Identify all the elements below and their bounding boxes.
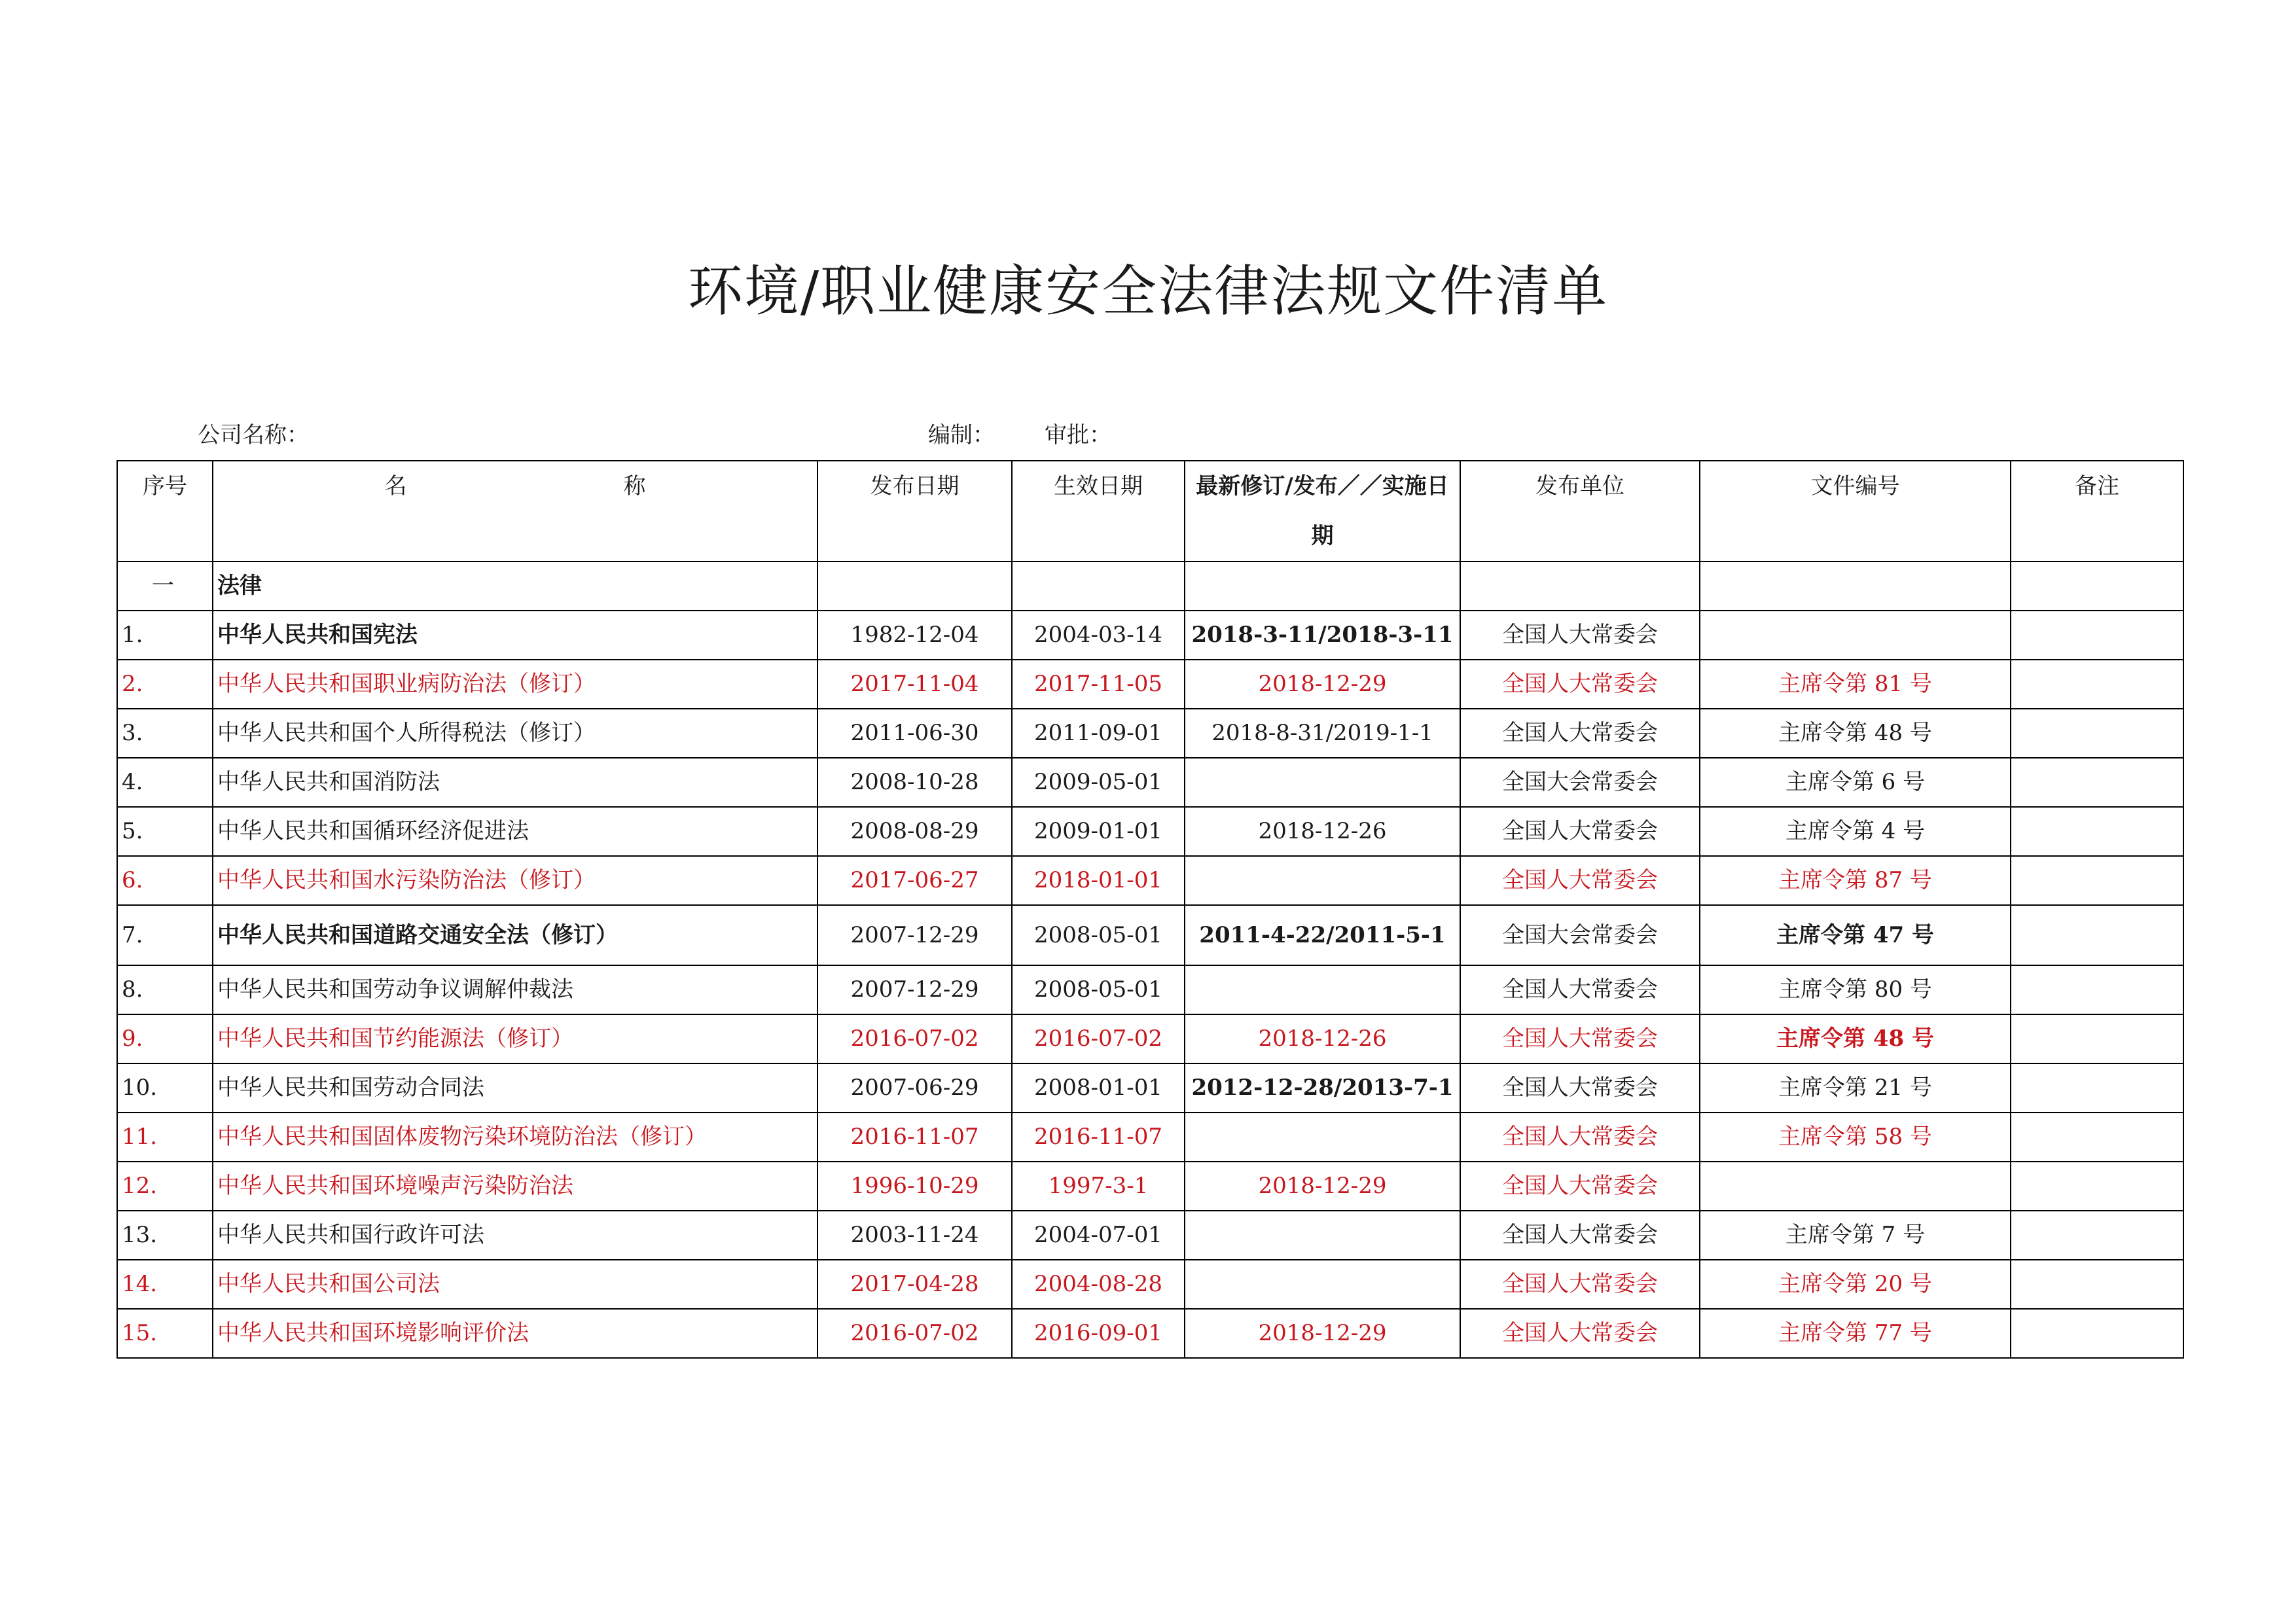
table-row	[117, 1211, 2183, 1260]
row-issuer: 全国人大常委会	[1460, 807, 1700, 856]
row-issuer: 全国人大常委会	[1460, 1162, 1700, 1211]
row-doc-number: 主席令第 48 号	[1700, 1014, 2011, 1063]
row-issuer: 全国人大常委会	[1460, 965, 1700, 1014]
section-index: 一	[117, 562, 213, 611]
row-issuer: 全国大会常委会	[1460, 758, 1700, 807]
table-row	[117, 1309, 2183, 1358]
row-name: 中华人民共和国劳动合同法	[213, 1063, 817, 1113]
header-latest-revision: 最新修订/发布／／实施日期	[1185, 461, 1460, 562]
row-publish-date: 1982-12-04	[817, 611, 1012, 660]
header-name-char-1: 名	[384, 473, 407, 499]
row-remarks	[2011, 660, 2183, 709]
row-doc-number	[1700, 611, 2011, 660]
row-remarks	[2011, 807, 2183, 856]
row-index: 4.	[117, 758, 213, 807]
row-publish-date: 2008-10-28	[817, 758, 1012, 807]
row-doc-number: 主席令第 87 号	[1700, 856, 2011, 905]
row-revision-date: 2018-8-31/2019-1-1	[1185, 709, 1460, 758]
row-issuer: 全国人大常委会	[1460, 611, 1700, 660]
header-doc-number: 文件编号	[1700, 461, 2011, 562]
row-index: 14.	[117, 1260, 213, 1309]
row-name: 中华人民共和国宪法	[213, 611, 817, 660]
row-name: 中华人民共和国个人所得税法（修订）	[213, 709, 817, 758]
row-index: 11.	[117, 1113, 213, 1162]
row-remarks	[2011, 611, 2183, 660]
row-revision-date	[1185, 1211, 1460, 1260]
editor-label: 编制：	[928, 422, 995, 448]
row-doc-number: 主席令第 7 号	[1700, 1211, 2011, 1260]
header-issuer: 发布单位	[1460, 461, 1700, 562]
row-issuer: 全国人大常委会	[1460, 856, 1700, 905]
section-name: 法律	[213, 562, 817, 611]
row-name: 中华人民共和国消防法	[213, 758, 817, 807]
row-issuer: 全国人大常委会	[1460, 1113, 1700, 1162]
row-publish-date: 1996-10-29	[817, 1162, 1012, 1211]
table-row	[117, 807, 2183, 856]
row-index: 15.	[117, 1309, 213, 1358]
row-doc-number: 主席令第 4 号	[1700, 807, 2011, 856]
section-cell	[1460, 562, 1700, 611]
row-remarks	[2011, 1162, 2183, 1211]
row-issuer: 全国大会常委会	[1460, 905, 1700, 965]
row-name: 中华人民共和国行政许可法	[213, 1211, 817, 1260]
row-name: 中华人民共和国水污染防治法（修订）	[213, 856, 817, 905]
row-publish-date: 2007-12-29	[817, 965, 1012, 1014]
row-revision-date	[1185, 856, 1460, 905]
row-index: 2.	[117, 660, 213, 709]
table-row	[117, 965, 2183, 1014]
row-effective-date: 2009-05-01	[1012, 758, 1185, 807]
row-doc-number	[1700, 1162, 2011, 1211]
table-row	[117, 1014, 2183, 1063]
row-revision-date: 2018-12-26	[1185, 807, 1460, 856]
row-doc-number: 主席令第 20 号	[1700, 1260, 2011, 1309]
section-cell	[1012, 562, 1185, 611]
row-publish-date: 2016-07-02	[817, 1309, 1012, 1358]
row-revision-date: 2018-3-11/2018-3-11	[1185, 611, 1460, 660]
row-revision-date: 2011-4-22/2011-5-1	[1185, 905, 1460, 965]
row-index: 13.	[117, 1211, 213, 1260]
row-remarks	[2011, 905, 2183, 965]
row-effective-date: 2016-11-07	[1012, 1113, 1185, 1162]
row-publish-date: 2007-06-29	[817, 1063, 1012, 1113]
row-name: 中华人民共和国职业病防治法（修订）	[213, 660, 817, 709]
row-revision-date	[1185, 965, 1460, 1014]
row-publish-date: 2011-06-30	[817, 709, 1012, 758]
section-cell	[2011, 562, 2183, 611]
row-effective-date: 2011-09-01	[1012, 709, 1185, 758]
company-name-label: 公司名称：	[198, 422, 309, 448]
row-issuer: 全国人大常委会	[1460, 1063, 1700, 1113]
row-doc-number: 主席令第 48 号	[1700, 709, 2011, 758]
row-index: 5.	[117, 807, 213, 856]
table-row	[117, 611, 2183, 660]
row-index: 7.	[117, 905, 213, 965]
table-row	[117, 1113, 2183, 1162]
table-row	[117, 660, 2183, 709]
row-effective-date: 2018-01-01	[1012, 856, 1185, 905]
row-issuer: 全国人大常委会	[1460, 1014, 1700, 1063]
row-issuer: 全国人大常委会	[1460, 1260, 1700, 1309]
table-row	[117, 1063, 2183, 1113]
header-effective-date: 生效日期	[1012, 461, 1185, 562]
row-publish-date: 2003-11-24	[817, 1211, 1012, 1260]
row-remarks	[2011, 1063, 2183, 1113]
row-name: 中华人民共和国劳动争议调解仲裁法	[213, 965, 817, 1014]
row-remarks	[2011, 1309, 2183, 1358]
row-remarks	[2011, 758, 2183, 807]
row-publish-date: 2016-11-07	[817, 1113, 1012, 1162]
row-effective-date: 2004-07-01	[1012, 1211, 1185, 1260]
section-cell	[1700, 562, 2011, 611]
row-index: 6.	[117, 856, 213, 905]
row-publish-date: 2017-06-27	[817, 856, 1012, 905]
row-issuer: 全国人大常委会	[1460, 1211, 1700, 1260]
row-effective-date: 2016-07-02	[1012, 1014, 1185, 1063]
section-row	[117, 562, 2183, 611]
row-revision-date: 2018-12-29	[1185, 1309, 1460, 1358]
row-revision-date: 2012-12-28/2013-7-1	[1185, 1063, 1460, 1113]
header-name-char-2: 称	[623, 473, 646, 499]
row-publish-date: 2007-12-29	[817, 905, 1012, 965]
row-effective-date: 2017-11-05	[1012, 660, 1185, 709]
row-name: 中华人民共和国环境噪声污染防治法	[213, 1162, 817, 1211]
row-doc-number: 主席令第 6 号	[1700, 758, 2011, 807]
row-doc-number: 主席令第 47 号	[1700, 905, 2011, 965]
row-revision-date	[1185, 758, 1460, 807]
row-issuer: 全国人大常委会	[1460, 709, 1700, 758]
row-name: 中华人民共和国节约能源法（修订）	[213, 1014, 817, 1063]
header-publish-date: 发布日期	[817, 461, 1012, 562]
row-index: 12.	[117, 1162, 213, 1211]
row-issuer: 全国人大常委会	[1460, 660, 1700, 709]
row-remarks	[2011, 709, 2183, 758]
row-index: 8.	[117, 965, 213, 1014]
row-effective-date: 1997-3-1	[1012, 1162, 1185, 1211]
row-name: 中华人民共和国循环经济促进法	[213, 807, 817, 856]
row-revision-date: 2018-12-29	[1185, 660, 1460, 709]
row-publish-date: 2008-08-29	[817, 807, 1012, 856]
row-remarks	[2011, 1113, 2183, 1162]
row-doc-number: 主席令第 77 号	[1700, 1309, 2011, 1358]
table-row	[117, 1260, 2183, 1309]
row-doc-number: 主席令第 81 号	[1700, 660, 2011, 709]
row-name: 中华人民共和国道路交通安全法（修订）	[213, 905, 817, 965]
row-name: 中华人民共和国公司法	[213, 1260, 817, 1309]
row-remarks	[2011, 965, 2183, 1014]
row-doc-number: 主席令第 58 号	[1700, 1113, 2011, 1162]
table-row	[117, 709, 2183, 758]
header-index: 序号	[117, 461, 213, 562]
row-doc-number: 主席令第 21 号	[1700, 1063, 2011, 1113]
row-effective-date: 2008-05-01	[1012, 965, 1185, 1014]
row-revision-date	[1185, 1113, 1460, 1162]
row-index: 3.	[117, 709, 213, 758]
row-effective-date: 2008-05-01	[1012, 905, 1185, 965]
row-doc-number: 主席令第 80 号	[1700, 965, 2011, 1014]
row-revision-date: 2018-12-29	[1185, 1162, 1460, 1211]
table-row	[117, 758, 2183, 807]
row-remarks	[2011, 1260, 2183, 1309]
document-title: 环境/职业健康安全法律法规文件清单	[687, 259, 1609, 323]
row-publish-date: 2017-04-28	[817, 1260, 1012, 1309]
row-remarks	[2011, 1014, 2183, 1063]
table-row	[117, 1162, 2183, 1211]
table-row	[117, 905, 2183, 965]
row-name: 中华人民共和国环境影响评价法	[213, 1309, 817, 1358]
row-publish-date: 2016-07-02	[817, 1014, 1012, 1063]
row-effective-date: 2008-01-01	[1012, 1063, 1185, 1113]
table-header-row	[117, 461, 2183, 562]
header-remarks: 备注	[2011, 461, 2183, 562]
row-publish-date: 2017-11-04	[817, 660, 1012, 709]
row-remarks	[2011, 1211, 2183, 1260]
row-revision-date	[1185, 1260, 1460, 1309]
row-index: 1.	[117, 611, 213, 660]
row-remarks	[2011, 856, 2183, 905]
approver-label: 审批：	[1045, 422, 1111, 448]
row-index: 10.	[117, 1063, 213, 1113]
row-effective-date: 2016-09-01	[1012, 1309, 1185, 1358]
row-issuer: 全国人大常委会	[1460, 1309, 1700, 1358]
regulations-table	[117, 460, 2184, 1359]
row-effective-date: 2004-03-14	[1012, 611, 1185, 660]
header-name	[213, 461, 817, 562]
section-cell	[1185, 562, 1460, 611]
table-row	[117, 856, 2183, 905]
row-index: 9.	[117, 1014, 213, 1063]
row-revision-date: 2018-12-26	[1185, 1014, 1460, 1063]
row-effective-date: 2004-08-28	[1012, 1260, 1185, 1309]
section-cell	[817, 562, 1012, 611]
row-name: 中华人民共和国固体废物污染环境防治法（修订）	[213, 1113, 817, 1162]
row-effective-date: 2009-01-01	[1012, 807, 1185, 856]
